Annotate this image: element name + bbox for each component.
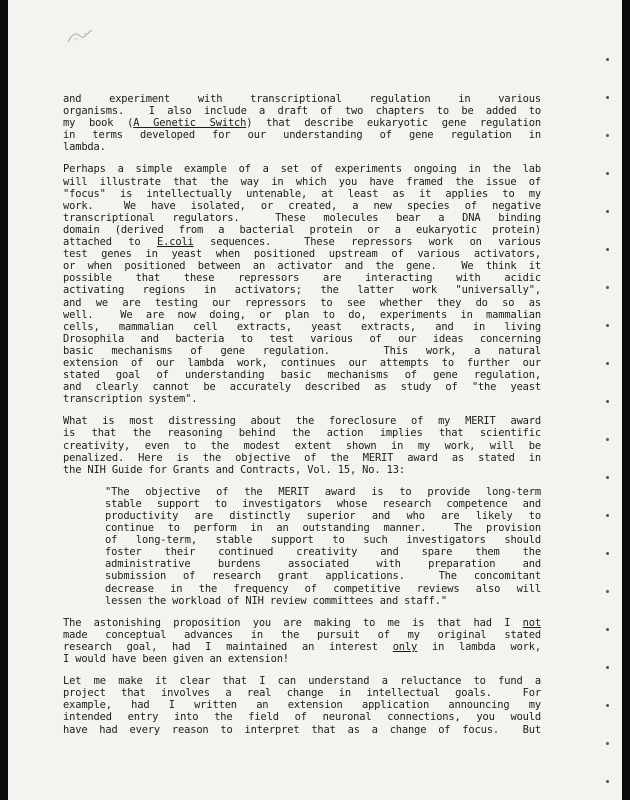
text-line: penalized. Here is the objective of the MERIT award as stated in: [63, 451, 541, 464]
paragraph-1: [63, 93, 541, 153]
text-line: the NIH Guide for Grants and Contracts, Vol. 15, No. 13:: [63, 463, 405, 476]
text-line: I would have been given an extension!: [63, 653, 289, 666]
text-line: lessen the workload of NIH review committees and staff.": [105, 594, 447, 607]
text-line: administrative burdens associated with preparation and: [105, 558, 541, 571]
text-line: have had every reason to interpret that as a change of focus. But: [63, 723, 541, 736]
text-line: attached to E.coli sequences. These repressors work on various: [63, 236, 541, 249]
text-line: The astonishing proposition you are making to me is that had I not: [63, 616, 541, 629]
text-line: transcriptional regulators. These molecules bear a DNA binding: [63, 211, 541, 224]
text-line: work. We have isolated, or created, a new species of negative: [63, 199, 541, 212]
paragraph-5: [63, 675, 541, 735]
text-line: basic mechanisms of gene regulation. This work, a natural: [63, 344, 541, 357]
text-line: intended entry into the field of neuronal connections, you would: [63, 711, 541, 724]
binder-holes: [606, 0, 616, 800]
letter-body: [63, 93, 541, 746]
text-line: cells, mammalian cell extracts, yeast extracts, and in living: [63, 320, 541, 333]
text-line: made conceptual advances in the pursuit of my original stated: [63, 628, 541, 641]
text-line: Drosophila and bacteria to test various of our ideas concerning: [63, 332, 541, 345]
text-line: Let me make it clear that I can understand a reluctance to fund a: [63, 675, 541, 688]
text-line: will illustrate that the way in which you have framed the issue of: [63, 175, 541, 188]
paragraph-3: [63, 415, 541, 475]
text-line: domain (derived from a bacterial protein or a eukaryotic protein): [63, 223, 541, 236]
text-line: well. We are now doing, or plan to do, experiments in mammalian: [63, 308, 541, 321]
text-line: is that the reasoning behind the action implies that scientific: [63, 427, 541, 440]
text-line: possible that these repressors are interacting with acidic: [63, 272, 541, 285]
text-line: activating regions in activators; the latter work "universally",: [63, 284, 541, 297]
text-line: and clearly cannot be accurately described as study of "the yeast: [63, 381, 541, 394]
scanned-page: [8, 0, 622, 800]
text-line: test genes in yeast when positioned upstream of various activators,: [63, 248, 541, 261]
pencil-mark-icon: [66, 28, 100, 46]
text-line: my book (A Genetic Switch) that describe eukaryotic gene regulation: [63, 117, 541, 130]
paragraph-4: [63, 617, 541, 665]
text-line: "The objective of the MERIT award is to provide long-term: [105, 485, 541, 498]
text-line: example, had I written an extension application announcing my: [63, 699, 541, 712]
text-line: extension of our lambda work, continues our attempts to further our: [63, 356, 541, 369]
text-line: transcription system".: [63, 393, 198, 406]
text-line: What is most distressing about the foreclosure of my MERIT award: [63, 415, 541, 428]
text-line: stable support to investigators whose research competence and: [105, 497, 541, 510]
text-line: decrease in the frequency of competitive reviews also will: [105, 582, 541, 595]
text-line: continue to perform in an outstanding manner. The provision: [105, 522, 541, 535]
text-line: research goal, had I maintained an interest only in lambda work,: [63, 640, 541, 653]
text-line: and we are testing our repressors to see whether they do so as: [63, 296, 541, 309]
text-line: or when positioned between an activator and the gene. We think it: [63, 260, 541, 273]
text-line: submission of research grant applications. The concomitant: [105, 570, 541, 583]
text-line: organisms. I also include a draft of two chapters to be added to: [63, 105, 541, 118]
paragraph-2: [63, 163, 541, 405]
text-line: creativity, even to the modest extent shown in my work, will be: [63, 439, 541, 452]
text-line: "focus" is intellectually untenable, at least as it applies to my: [63, 187, 541, 200]
text-line: productivity are distinctly superior and who are likely to: [105, 510, 541, 522]
merit-objective-quote: [105, 486, 541, 607]
text-line: of long-term, stable support to such investigators should: [105, 534, 541, 547]
text-line: and experiment with transcriptional regulation in various: [63, 93, 541, 105]
text-line: in terms developed for our understanding of gene regulation in: [63, 129, 541, 142]
text-line: foster their continued creativity and spare them the: [105, 546, 541, 559]
text-line: lambda.: [63, 141, 106, 154]
text-line: stated goal of understanding basic mechanisms of gene regulation,: [63, 369, 541, 382]
text-line: project that involves a real change in intellectual goals. For: [63, 687, 541, 700]
text-line: Perhaps a simple example of a set of experiments ongoing in the lab: [63, 163, 541, 176]
